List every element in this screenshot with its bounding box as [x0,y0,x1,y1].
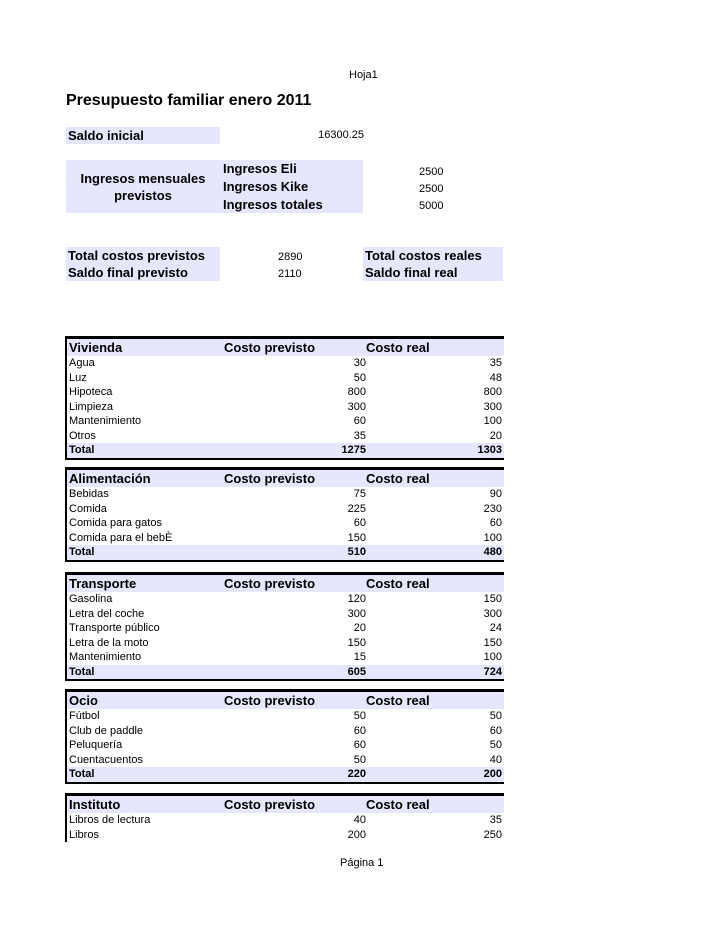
column-header-previsto: Costo previsto [224,693,316,708]
row-item: Libros [69,828,99,841]
total-label: Total [69,665,95,678]
section-header [67,572,504,592]
section-title: Alimentación [69,471,151,486]
row-previsto: 200 [347,828,366,841]
section-2 [65,572,504,681]
row-previsto: 60 [353,724,366,737]
row-real: 24 [489,622,502,634]
ingreso-name: Ingresos totales [223,197,323,212]
column-header-previsto: Costo previsto [224,471,316,486]
total-previsto: 220 [347,768,366,780]
row-previsto: 60 [353,415,366,427]
sheet-name: Hoja1 [349,69,378,81]
row-previsto: 150 [347,531,366,544]
total-real: 724 [483,665,502,678]
row-previsto: 30 [353,357,366,369]
row-real: 40 [489,753,502,766]
section-0 [65,336,504,460]
row-previsto: 40 [353,814,366,826]
total-costos-reales-text: Total costos reales [365,248,482,263]
table-row [67,356,504,371]
row-real: 60 [489,517,502,529]
table-row [67,709,504,724]
section-header [67,689,504,709]
ingreso-value: 5000 [419,200,444,212]
row-previsto: 50 [353,371,366,384]
table-row [67,650,504,665]
total-costos-previstos-text: Total costos previstos [68,248,206,263]
table-row [67,414,504,429]
ingreso-name: Ingresos Kike [223,179,309,194]
ingreso-name: Ingresos Eli [223,161,297,176]
page-footer: Página 1 [340,857,384,869]
section-header [67,467,504,487]
row-item: Agua [69,357,95,369]
total-real: 200 [483,768,502,780]
row-item: Fútbol [69,710,100,722]
saldo-final-real-label [363,264,503,281]
table-row [67,621,504,636]
total-label: Total [69,768,95,780]
row-real: 300 [483,607,502,620]
table-row [67,753,504,768]
row-previsto: 50 [353,753,366,766]
section-header [67,336,504,356]
page-title: Presupuesto familiar enero 2011 [66,92,312,109]
row-previsto: 300 [347,400,366,413]
row-real: 800 [483,386,502,398]
row-real: 50 [489,710,502,722]
column-header-previsto: Costo previsto [224,797,316,812]
table-row [67,607,504,622]
row-real: 48 [489,371,502,384]
row-real: 300 [483,400,502,413]
row-previsto: 60 [353,739,366,751]
saldo-final-previsto-label [66,264,220,281]
row-real: 35 [489,357,502,369]
row-item: Comida para el bebÈ [69,531,173,544]
row-previsto: 60 [353,517,366,529]
section-1 [65,467,504,562]
row-previsto: 800 [347,386,366,398]
row-real: 90 [489,488,502,500]
table-row [67,371,504,386]
table-row [67,738,504,753]
column-header-real: Costo real [366,576,430,591]
ingresos-names-cell [220,160,363,213]
total-label: Total [69,546,95,558]
row-previsto: 35 [353,429,366,442]
table-row [67,636,504,651]
row-item: Bebidas [69,488,109,500]
column-header-previsto: Costo previsto [224,576,316,591]
row-item: Letra de la moto [69,636,149,649]
table-row [67,429,504,444]
row-real: 100 [483,415,502,427]
row-previsto: 50 [353,710,366,722]
table-row [67,828,504,843]
row-item: Peluquería [69,739,123,751]
row-real: 150 [483,593,502,605]
row-real: 50 [489,739,502,751]
table-row [67,813,504,828]
total-label: Total [69,444,95,456]
table-row [67,592,504,607]
section-header [67,793,504,813]
total-costos-previstos-value: 2890 [278,251,303,263]
total-previsto: 510 [347,546,366,558]
column-header-real: Costo real [366,797,430,812]
section-4 [65,793,504,842]
table-row [67,400,504,415]
saldo-final-real-text: Saldo final real [365,265,458,280]
row-real: 35 [489,814,502,826]
ingreso-value: 2500 [419,183,444,195]
total-row [67,767,504,784]
section-title: Transporte [69,576,137,591]
table-row [67,531,504,546]
row-previsto: 75 [353,488,366,500]
section-title: Instituto [69,797,121,812]
column-header-real: Costo real [366,693,430,708]
row-real: 20 [489,429,502,442]
total-row [67,665,504,682]
total-costos-reales-label [363,247,503,264]
row-item: Cuentacuentos [69,753,143,766]
saldo-final-previsto-text: Saldo final previsto [68,265,188,280]
row-item: Comida para gatos [69,517,162,529]
total-previsto: 605 [347,665,366,678]
section-3 [65,689,504,784]
total-real: 1303 [477,444,502,456]
ingresos-label-cell [66,160,220,213]
row-item: Mantenimiento [69,651,142,663]
row-item: Hipoteca [69,386,113,398]
row-previsto: 120 [347,593,366,605]
saldo-inicial-value: 16300.25 [318,129,364,141]
total-real: 480 [483,546,502,558]
row-item: Mantenimiento [69,415,142,427]
total-row [67,443,504,460]
table-row [67,502,504,517]
row-item: Transporte público [69,622,160,634]
column-header-real: Costo real [366,340,430,355]
ingreso-value: 2500 [419,166,444,178]
row-real: 250 [483,828,502,841]
row-previsto: 20 [353,622,366,634]
column-header-real: Costo real [366,471,430,486]
row-item: Gasolina [69,593,113,605]
row-previsto: 225 [347,502,366,515]
total-costos-previstos-label [66,247,220,264]
table-row [67,516,504,531]
ingresos-label: Ingresos mensuales previstos [80,171,206,203]
column-header-previsto: Costo previsto [224,340,316,355]
total-row [67,545,504,562]
table-row [67,385,504,400]
saldo-inicial-label-text: Saldo inicial [68,128,144,143]
row-item: Letra del coche [69,607,145,620]
row-item: Libros de lectura [69,814,151,826]
row-real: 60 [489,724,502,737]
row-item: Otros [69,429,96,442]
total-previsto: 1275 [341,444,366,456]
row-item: Comida [69,502,107,515]
row-previsto: 15 [353,651,366,663]
row-item: Club de paddle [69,724,144,737]
saldo-final-previsto-value: 2110 [278,268,302,280]
row-real: 100 [483,651,502,663]
section-title: Vivienda [69,340,123,355]
row-previsto: 150 [347,636,366,649]
row-real: 230 [483,502,502,515]
row-item: Limpieza [69,400,114,413]
section-title: Ocio [69,693,98,708]
row-real: 100 [483,531,502,544]
row-item: Luz [69,371,87,384]
table-row [67,487,504,502]
table-row [67,724,504,739]
row-previsto: 300 [347,607,366,620]
saldo-inicial-label [66,127,220,144]
row-real: 150 [483,636,502,649]
